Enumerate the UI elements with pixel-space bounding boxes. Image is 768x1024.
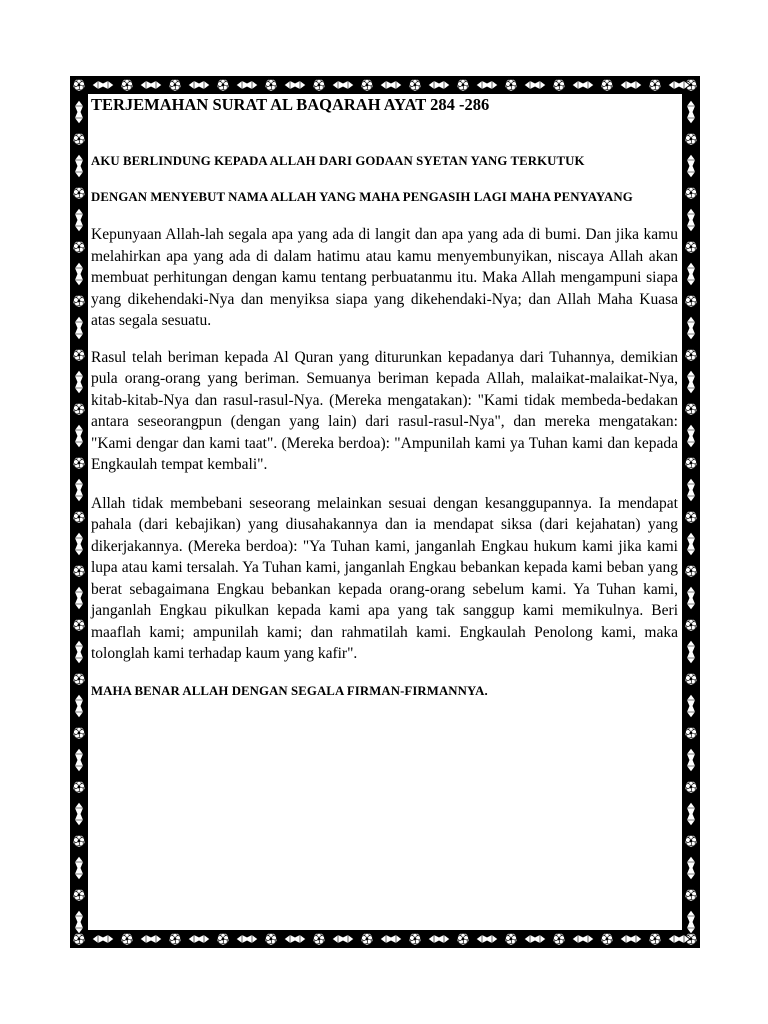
border-flower-icon	[685, 781, 697, 793]
border-flower-icon	[685, 295, 697, 307]
border-flower-icon	[73, 133, 85, 145]
border-flower-icon	[361, 933, 373, 945]
border-flower-icon	[73, 835, 85, 847]
border-flower-icon	[313, 79, 325, 91]
border-flower-icon	[313, 933, 325, 945]
border-flower-icon	[685, 889, 697, 901]
border-flower-icon	[169, 933, 181, 945]
document-title: TERJEMAHAN SURAT AL BAQARAH AYAT 284 -286	[91, 95, 490, 114]
border-flower-icon	[265, 933, 277, 945]
border-flower-icon	[73, 403, 85, 415]
corner-flower-icon	[73, 79, 85, 91]
border-flower-icon	[265, 79, 277, 91]
border-flower-icon	[685, 727, 697, 739]
border-flower-icon	[121, 79, 133, 91]
border-flower-icon	[73, 241, 85, 253]
paragraph-ayat-284: Kepunyaan Allah-lah segala apa yang ada di langit dan apa yang ada di bumi. Dan jika kamu melahirkan apa yang ada di dalam hatimu atau kamu menyembunyikan, niscaya Allah akan membuat perhitungan dengan kamu tentang perbuatanmu itu. Maka Allah mengampuni siapa yang dikehendaki-Nya dan menyiksa siapa yang dikehendaki-Nya; dan Allah Maha Kuasa atas segala sesuatu.	[91, 226, 678, 329]
border-flower-icon	[361, 79, 373, 91]
border-flower-icon	[685, 349, 697, 361]
paragraph-ayat-286: Allah tidak membebani seseorang melainkan sesuai dengan kesanggupannya. Ia mendapat pahala (dari kebajikan) yang diusahakannya dan ia mendapat siksa (dari kejahatan) yang dikerjakannya. (Mereka berdoa): "Ya Tuhan kami, janganlah Engkau hukum kami jika kami lupa atau kami tersalah. Ya Tuhan kami, janganlah Engkau bebankan kepada kami beban yang berat sebagaimana Engkau bebankan kepada orang-orang sebelum kami. Ya Tuhan kami, janganlah Engkau pikulkan kepada kami apa yang tak sanggup kami memikulnya. Beri maaflah kami; ampunilah kami; dan rahmatilah kami. Engkaulah Penolong kami, maka tolonglah kami terhadap kaum yang kafir".	[91, 494, 678, 662]
border-flower-icon	[73, 187, 85, 199]
border-flower-icon	[685, 565, 697, 577]
border-flower-icon	[685, 835, 697, 847]
border-flower-icon	[73, 565, 85, 577]
border-flower-icon	[685, 133, 697, 145]
border-flower-icon	[505, 933, 517, 945]
border-flower-icon	[685, 619, 697, 631]
border-flower-icon	[73, 781, 85, 793]
border-flower-icon	[685, 241, 697, 253]
paragraph-ayat-285: Rasul telah beriman kepada Al Quran yang diturunkan kepadanya dari Tuhannya, demikian pula orang-orang yang beriman. Semuanya beriman kepada Allah, malaikat-malaikat-Nya, kitab-kitab-Nya dan rasul-rasul-Nya. (Mereka mengatakan): "Kami tidak membeda-bedakan antara seseorangpun (dengan yang lain) dari rasul-rasul-Nya", dan mereka mengatakan: "Kami dengar dan kami taat". (Mereka berdoa): "Ampunilah kami ya Tuhan kami dan kepada Engkaulah tempat kembali".	[91, 348, 678, 473]
border-flower-icon	[217, 933, 229, 945]
border-flower-icon	[457, 933, 469, 945]
border-flower-icon	[409, 933, 421, 945]
border-flower-icon	[505, 79, 517, 91]
border-flower-icon	[169, 79, 181, 91]
border-flower-icon	[649, 79, 661, 91]
border-flower-icon	[553, 933, 565, 945]
border-flower-icon	[685, 673, 697, 685]
border-flower-icon	[553, 79, 565, 91]
border-flower-icon	[73, 349, 85, 361]
border-flower-icon	[649, 933, 661, 945]
closing-line: MAHA BENAR ALLAH DENGAN SEGALA FIRMAN-FIRMANNYA.	[91, 683, 488, 698]
border-flower-icon	[601, 933, 613, 945]
border-flower-icon	[73, 889, 85, 901]
opening-prayer: AKU BERLINDUNG KEPADA ALLAH DARI GODAAN SYETAN YANG TERKUTUK	[91, 154, 585, 168]
border-flower-icon	[73, 673, 85, 685]
border-flower-icon	[685, 403, 697, 415]
border-flower-icon	[73, 457, 85, 469]
border-flower-icon	[457, 79, 469, 91]
border-flower-icon	[685, 457, 697, 469]
border-flower-icon	[73, 511, 85, 523]
border-flower-icon	[73, 727, 85, 739]
border-flower-icon	[409, 79, 421, 91]
border-flower-icon	[217, 79, 229, 91]
border-flower-icon	[685, 187, 697, 199]
border-flower-icon	[601, 79, 613, 91]
border-flower-icon	[121, 933, 133, 945]
border-flower-icon	[73, 295, 85, 307]
document-content	[91, 94, 678, 700]
border-flower-icon	[685, 511, 697, 523]
border-flower-icon	[73, 619, 85, 631]
basmalah-line: DENGAN MENYEBUT NAMA ALLAH YANG MAHA PENGASIH LAGI MAHA PENYAYANG	[91, 190, 633, 204]
